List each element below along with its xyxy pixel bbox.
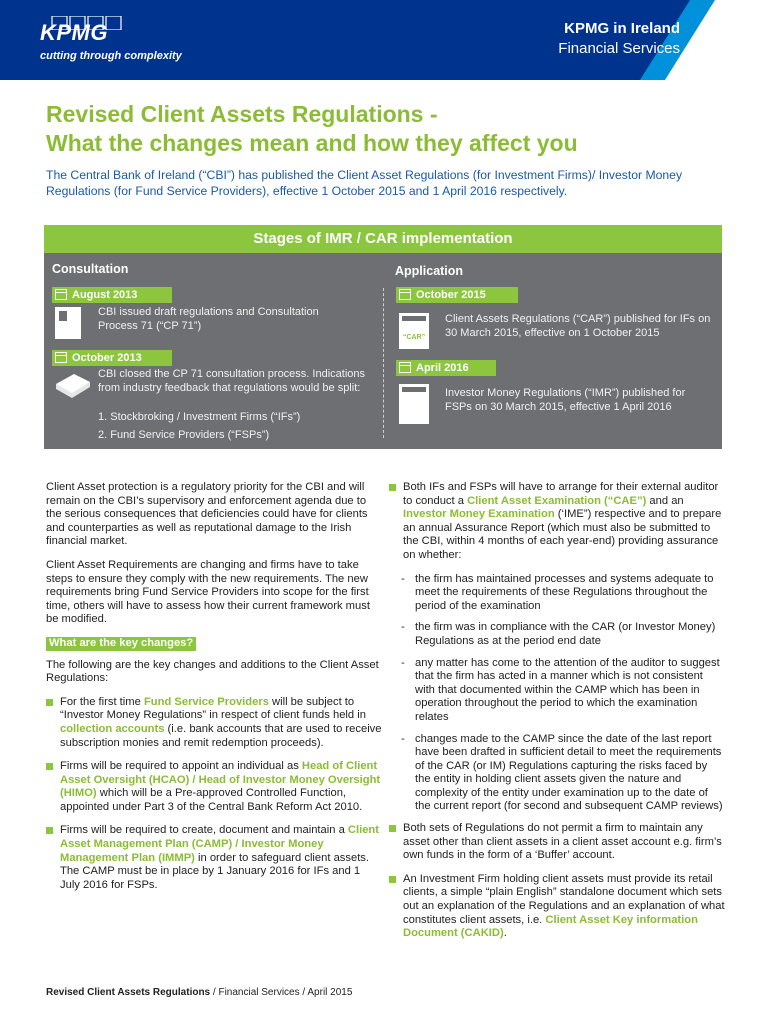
footer-meta: / Financial Services / April 2015 bbox=[210, 987, 353, 998]
right-bullet-3 bbox=[389, 873, 725, 941]
stages-divider bbox=[383, 288, 384, 438]
calendar-icon bbox=[55, 289, 67, 300]
dash-item-4: - changes made to the CAMP since the date of the last report have been drafted in sufficient detail to meet the requirements of the CAR (or IM) Regulations capturing the risks faced by the entity in holding client assets given the nature and complexity of the entity under examination up to the date of the current report (for second and subsequent CAMP reviews) bbox=[389, 733, 725, 815]
stage-text-october-2015: Client Assets Regulations (“CAR”) published for IFs on 30 March 2015, effective on 1 October 2015 bbox=[445, 313, 711, 339]
page-title bbox=[46, 100, 736, 158]
calendar-icon bbox=[399, 289, 411, 300]
bullet-text: and an bbox=[646, 494, 684, 507]
bullet-text: (‘IME”) respective and to prepare an annual Assurance Report (which must also be submitted to the CBI, within 4 months of each year-end) providing assurance on whether: bbox=[403, 508, 722, 561]
left-paragraph-1: Client Asset protection is a regulatory priority for the CBI and will remain on the CBI’s supervisory and enforcement agenda due to the serious consequences that deficiencies could have for clients and counterparties as well as reputational damage to the Irish financial market. bbox=[46, 481, 368, 548]
bullet-text: Both IFs and FSPs will have to arrange for their external auditor to conduct a bbox=[403, 481, 719, 507]
stage-list-item-1: 1. Stockbroking / Investment Firms (“IFs”) bbox=[98, 411, 301, 423]
key-changes-label: What are the key changes? bbox=[46, 637, 196, 651]
tagline: cutting through complexity bbox=[40, 50, 182, 62]
highlight-text: Client Asset Management Plan (CAMP) / Investor Money Management Plan (IMMP) bbox=[60, 824, 379, 864]
highlight-text: Client Asset Examination (“CAE”) bbox=[467, 494, 647, 507]
key-change-bullet-3 bbox=[46, 824, 382, 892]
stages-heading: Stages of IMR / CAR implementation bbox=[44, 225, 722, 253]
title-line-2: What the changes mean and how they affect you bbox=[46, 130, 578, 156]
bullet-text: which will be a Pre-approved Controlled Function, appointed under Part 3 of the Central Bank Reform Act 2010. bbox=[60, 787, 363, 813]
date-tag-august-2013 bbox=[52, 287, 172, 303]
date-label: August 2013 bbox=[72, 289, 138, 301]
date-tag-october-2015 bbox=[396, 287, 518, 303]
highlight-text: Client Asset Key information Document (CAKID) bbox=[403, 913, 698, 940]
page-footer bbox=[46, 987, 352, 998]
key-change-bullet-1 bbox=[46, 696, 382, 750]
dash-item-3: - any matter has come to the attention of the auditor to suggest that the firm has acted in a manner which is not consistent with that documented within the CAMP which has been in operation throughout the period to which the examination relates bbox=[389, 657, 725, 725]
org-name: KPMG in Ireland bbox=[564, 20, 680, 37]
bullet-text: Firms will be required to create, document and maintain a bbox=[60, 824, 348, 837]
car-document-icon bbox=[398, 312, 432, 352]
stage-text-october-2013: CBI closed the CP 71 consultation process. Indications from industry feedback that regulations would be split: bbox=[98, 368, 366, 394]
date-label: April 2016 bbox=[416, 362, 469, 374]
bullet-text: For the first time bbox=[60, 695, 144, 708]
application-title: Application bbox=[395, 264, 464, 278]
highlight-text: Head of Client Asset Oversight (HCAO) / Head of Investor Money Oversight (HIMO) bbox=[60, 760, 381, 800]
left-column bbox=[46, 481, 382, 902]
bullet-text: An Investment Firm holding client assets must provide its retail clients, a simple “plain English” standalone document which sets out an explanation of the Regulations and an explanation of what constitutes client assets, i.e. bbox=[403, 872, 725, 926]
left-paragraph-2: Client Asset Requirements are changing and firms have to take steps to ensure they comply with the new requirements. The new requirements bring Fund Service Providers into scope for the first time, others will have to assess how their current framework must be modified. bbox=[46, 558, 370, 626]
highlight-text: Investor Money Examination bbox=[403, 508, 555, 521]
left-paragraph-3: The following are the key changes and additions to the Client Asset Regulations: bbox=[46, 658, 379, 685]
date-tag-october-2013 bbox=[52, 350, 172, 366]
right-column bbox=[389, 481, 725, 951]
date-tag-april-2016 bbox=[396, 360, 496, 376]
right-bullet-1 bbox=[389, 481, 725, 563]
calendar-icon bbox=[55, 352, 67, 363]
bullet-text: (i.e. bank accounts that are used to receive subscription monies and remit redemption proceeds). bbox=[60, 722, 382, 749]
right-bullet-2: Both sets of Regulations do not permit a firm to maintain any asset other than client assets in a client asset account e.g. firm’s own funds in the form of a ‘Buffer’ account. bbox=[389, 822, 725, 863]
key-change-bullet-2 bbox=[46, 760, 382, 814]
bullet-text: in order to safeguard client assets. The CAMP must be in place by 1 January 2016 for IFs and 1 July 2016 for FSPs. bbox=[60, 851, 370, 891]
intro-paragraph: The Central Bank of Ireland (“CBI”) has published the Client Asset Regulations (for Investment Firms)/ Investor Money Regulations (for Fund Service Providers), effective 1 October 2015 and 1 April 2016 respectively. bbox=[46, 168, 683, 198]
calendar-icon bbox=[399, 362, 411, 373]
title-line-1: Revised Client Assets Regulations - bbox=[46, 101, 438, 127]
date-label: October 2013 bbox=[72, 352, 142, 364]
bullet-text: Firms will be required to appoint an individual as bbox=[60, 760, 302, 773]
date-label: October 2015 bbox=[416, 289, 486, 301]
kpmg-logo-text: KPMG bbox=[40, 20, 108, 45]
consultation-title: Consultation bbox=[52, 262, 129, 276]
book-icon bbox=[54, 372, 92, 398]
document-icon bbox=[54, 306, 84, 340]
dash-item-1: - the firm has maintained processes and systems adequate to meet the requirements of these Regulations throughout the period of the examination bbox=[389, 573, 725, 614]
imr-document-icon bbox=[398, 383, 432, 427]
footer-title: Revised Client Assets Regulations bbox=[46, 987, 211, 998]
highlight-text: Fund Service Providers bbox=[143, 695, 269, 708]
bullet-text: will be subject to “Investor Money Regulations” in respect of client funds held in bbox=[60, 695, 366, 722]
car-icon-label: “CAR” bbox=[402, 334, 426, 341]
stage-text-august-2013: CBI issued draft regulations and Consultation Process 71 (“CP 71”) bbox=[98, 306, 319, 332]
highlight-text: collection accounts bbox=[60, 722, 165, 735]
division-name: Financial Services bbox=[558, 40, 680, 57]
dash-item-2: - the firm was in compliance with the CAR (or Investor Money) Regulations as at the period end date bbox=[389, 621, 725, 648]
stage-list-item-2: 2. Fund Service Providers (“FSPs”) bbox=[98, 429, 270, 441]
stage-text-april-2016: Investor Money Regulations (“IMR”) published for FSPs on 30 March 2015, effective 1 April 2016 bbox=[445, 387, 686, 413]
bullet-text: . bbox=[503, 927, 507, 940]
